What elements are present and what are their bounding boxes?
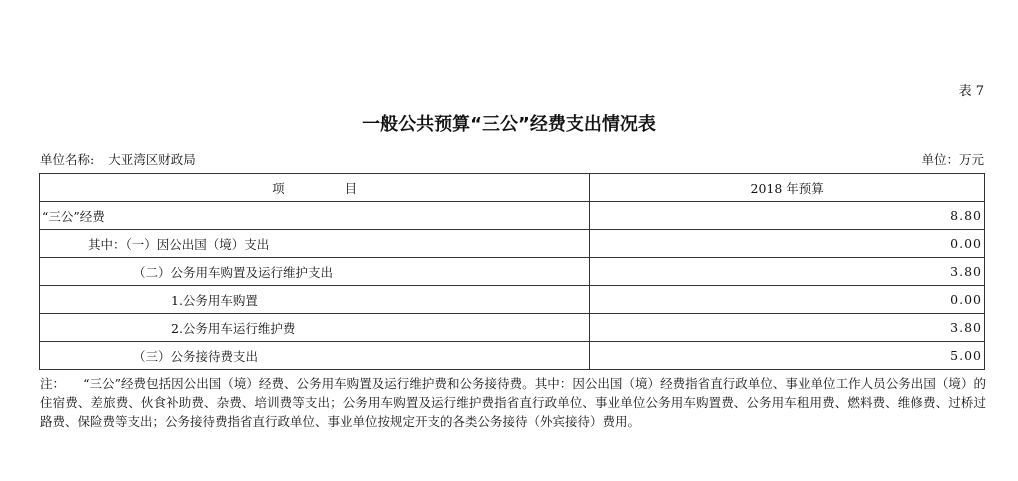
footnote [40, 374, 986, 431]
table-row [40, 202, 985, 230]
row-label: 1.公务用车购置 [40, 286, 590, 314]
table-header-row [40, 174, 985, 202]
currency-unit: 单位：万元 [921, 152, 984, 167]
row-value: 3.80 [590, 258, 985, 286]
header-item: 项 目 [40, 174, 590, 202]
row-value: 0.00 [590, 286, 985, 314]
table-row [40, 314, 985, 342]
page-title: 一般公共预算“三公”经费支出情况表 [362, 114, 656, 135]
table-row [40, 230, 985, 258]
unit-name-label: 单位名称: [40, 152, 95, 167]
row-label: （二）公务用车购置及运行维护支出 [40, 258, 590, 286]
table-row [40, 342, 985, 370]
budget-table [39, 173, 985, 370]
row-label: （三）公务接待费支出 [40, 342, 590, 370]
unit-name-value: 大亚湾区财政局 [108, 152, 196, 167]
header-value: 2018 年预算 [590, 174, 985, 202]
footnote-text: “三公”经费包括因公出国（境）经费、公务用车购置及运行维护费和公务接待费。其中：因公出国（境）经费指省直行政单位、事业单位工作人员公务出国（境）的住宿费、差旅费、伙食补助费、杂费、培训费等支出；公务用车购置及运行维护费指省直行政单位、事业单位公务用车购置费、公务用车租用费、燃料费、维修费、过桥过路费、保险费等支出；公务接待费指省直行政单位、事业单位按规定开支的各类公务接待（外宾接待）费用。 [40, 376, 986, 429]
row-label: 2.公务用车运行维护费 [40, 314, 590, 342]
table-row [40, 258, 985, 286]
row-value: 5.00 [590, 342, 985, 370]
unit-name [40, 150, 196, 168]
row-label: 其中：（一）因公出国（境）支出 [40, 230, 590, 258]
row-label: “三公”经费 [40, 202, 590, 230]
row-value: 8.80 [590, 202, 985, 230]
table-number: 表 7 [958, 84, 984, 99]
table-row [40, 286, 985, 314]
row-value: 0.00 [590, 230, 985, 258]
footnote-label: 注： [40, 376, 66, 391]
row-value: 3.80 [590, 314, 985, 342]
